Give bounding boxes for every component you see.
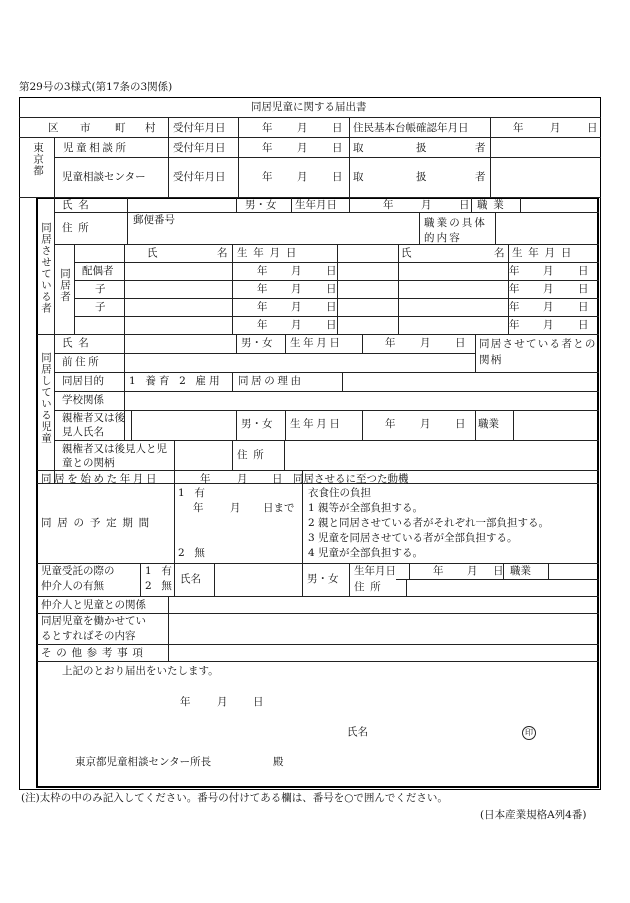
- plan-opt2: 2 無: [178, 547, 208, 559]
- day-label: 日: [455, 337, 466, 349]
- year-label: 年: [383, 199, 394, 211]
- year-label: 年: [262, 171, 273, 183]
- day-label: 日: [326, 319, 337, 331]
- prev-address-label: 前住所: [62, 356, 102, 368]
- reason-label: 同居の理由: [238, 375, 304, 387]
- col-name: 氏: [147, 247, 158, 259]
- col-birth: 生年月日: [237, 247, 303, 259]
- year-label: 年: [509, 265, 520, 277]
- child-name-label: 氏名: [62, 337, 95, 349]
- tokyo-label: 東京都: [32, 142, 45, 177]
- year-label: 年: [385, 418, 396, 430]
- work-label-2: るとすればその内容: [41, 630, 136, 642]
- day-label: 日: [587, 122, 598, 134]
- intermediary-name-label: 氏名: [180, 573, 201, 585]
- guardian-address-label: 住所: [237, 449, 270, 461]
- haigusha-label: 配偶者: [82, 265, 114, 277]
- intermediary-label-1: 児童受託の際の: [41, 565, 115, 577]
- month-label: 月: [543, 301, 554, 313]
- month-label: 月: [291, 301, 302, 313]
- intermediary-job-label: 職業: [510, 565, 531, 577]
- intermediary-birth-label: 生年月日: [354, 565, 396, 577]
- month-label: 月: [543, 283, 554, 295]
- month-label: 月: [291, 319, 302, 331]
- until-label: 日まで: [263, 502, 295, 514]
- month-label: 月: [543, 265, 554, 277]
- job-label: 職業: [477, 199, 510, 211]
- month-label: 月: [297, 122, 308, 134]
- doukyo-jido-section-label: 同居している児童: [40, 352, 53, 444]
- day-label: 日: [326, 283, 337, 295]
- year-label: 年: [193, 502, 204, 514]
- year-label: 年: [257, 265, 268, 277]
- month-label: 月: [291, 283, 302, 295]
- year-label: 年: [257, 301, 268, 313]
- motive-label: 同居させるに至つた動機: [293, 473, 409, 485]
- doukyo-sase-section-label: 同居させている者: [40, 222, 53, 314]
- year-label: 年: [509, 319, 520, 331]
- intermediary-no: 2 無: [145, 580, 175, 592]
- plan-opt1: 1 有: [178, 487, 208, 499]
- col-name: 名: [494, 247, 505, 259]
- month-label: 月: [420, 418, 431, 430]
- year-label: 年: [433, 565, 444, 577]
- day-label: 日: [326, 265, 337, 277]
- birth-label: 生年月日: [295, 199, 337, 211]
- form-number: 第29号の3様式(第17条の3関係): [19, 81, 173, 93]
- day-label: 日: [455, 418, 466, 430]
- year-label: 年: [257, 283, 268, 295]
- soudansho-label: 児童相談所: [63, 142, 129, 154]
- day-label: 日: [578, 265, 589, 277]
- plan-label: 同居の予定期間: [41, 517, 155, 529]
- uketsuke-label: 受付年月日: [173, 122, 226, 134]
- other-label: その他参考事項: [41, 647, 148, 659]
- intermediary-relation-label: 仲介人と児童との関係: [41, 599, 146, 611]
- seal-icon: 印: [522, 726, 536, 740]
- burden-1: 1 親等が全部負担する。: [308, 502, 424, 514]
- postal-label: 郵便番号: [133, 214, 175, 226]
- ku-label: 区: [48, 122, 65, 134]
- sex-label: 男・女: [245, 199, 277, 211]
- month-label: 月: [467, 565, 478, 577]
- toriatsukai-label: 扱: [416, 171, 427, 183]
- year-label: 年: [385, 337, 396, 349]
- shi-label: 市: [80, 122, 91, 134]
- intermediary-yes: 1 有: [145, 565, 175, 577]
- year-label: 年: [180, 696, 191, 708]
- year-label: 年: [509, 301, 520, 313]
- start-label: 同居を始めた年月日: [41, 473, 160, 485]
- day-label: 日: [459, 199, 470, 211]
- month-label: 月: [420, 337, 431, 349]
- guardian-relation-label: 親権者又は後見人と児童との関柄: [62, 443, 167, 470]
- intermediary-label-2: 仲介人の有無: [41, 580, 104, 592]
- school-label: 学校関係: [62, 394, 104, 406]
- day-label: 日: [578, 319, 589, 331]
- intermediary-sex-label: 男・女: [307, 573, 339, 585]
- page-title: 同居児童に関する届出書: [251, 101, 367, 113]
- month-label: 月: [297, 171, 308, 183]
- child-sex-label: 男・女: [241, 337, 273, 349]
- day-label: 日: [326, 301, 337, 313]
- name-label: 氏名: [62, 199, 95, 211]
- month-label: 月: [421, 199, 432, 211]
- family-label: 同居者: [59, 268, 72, 303]
- guardian-label: 親権者又は後見人氏名: [62, 412, 125, 439]
- col-birth: 生年月日: [512, 247, 578, 259]
- center-label: 児童相談センター: [62, 171, 146, 183]
- relation-label: 同居させている者との関柄: [479, 338, 597, 366]
- day-label: 日: [253, 696, 264, 708]
- ko-label: 子: [95, 301, 106, 313]
- burden-title: 衣食住の負担: [308, 487, 371, 499]
- intermediary-address-label: 住所: [354, 581, 387, 593]
- month-label: 月: [543, 319, 554, 331]
- standard-label: (日本産業規格A列4番): [480, 809, 587, 821]
- burden-2: 2 親と同居させている者がそれぞれ一部負担する。: [308, 517, 550, 529]
- purpose-options: 1 養育 2 雇用: [129, 375, 223, 387]
- machi-label: 町: [115, 122, 126, 134]
- uketsuke-label: 受付年月日: [173, 171, 226, 183]
- toriatsukai-label: 者: [475, 171, 486, 183]
- footer-note: (注)太枠の中のみ記入してください。番号の付けてある欄は、番号を○で囲んでください。: [21, 792, 448, 804]
- toriatsukai-label: 者: [475, 142, 486, 154]
- year-label: 年: [262, 122, 273, 134]
- month-label: 月: [217, 696, 228, 708]
- year-label: 年: [262, 142, 273, 154]
- col-name: 名: [217, 247, 228, 259]
- mura-label: 村: [145, 122, 156, 134]
- month-label: 月: [230, 502, 241, 514]
- child-birth-label: 生年月日: [290, 337, 343, 349]
- day-label: 日: [493, 565, 504, 577]
- year-label: 年: [200, 473, 211, 485]
- year-label: 年: [513, 122, 524, 134]
- jumin-label: 住民基本台帳確認年月日: [353, 122, 469, 134]
- year-label: 年: [257, 319, 268, 331]
- purpose-label: 同居目的: [62, 375, 104, 387]
- addressee: 東京都児童相談センター所長: [75, 756, 212, 768]
- uketsuke-label: 受付年月日: [173, 142, 226, 154]
- ko-label: 子: [95, 283, 106, 295]
- toriatsukai-label: 取: [353, 171, 364, 183]
- month-label: 月: [550, 122, 561, 134]
- month-label: 月: [237, 473, 248, 485]
- guardian-job-label: 職業: [478, 418, 499, 430]
- work-label-1: 同居児童を働かせてい: [41, 615, 146, 627]
- day-label: 日: [578, 283, 589, 295]
- guardian-birth-label: 生年月日: [290, 418, 343, 430]
- day-label: 日: [272, 473, 283, 485]
- day-label: 日: [578, 301, 589, 313]
- tono-label: 殿: [273, 756, 284, 768]
- day-label: 日: [332, 171, 343, 183]
- declaration-name-label: 氏名: [347, 726, 368, 738]
- burden-4: 4 児童が全部負担する。: [308, 547, 424, 559]
- toriatsukai-label: 取: [353, 142, 364, 154]
- toriatsukai-label: 扱: [416, 142, 427, 154]
- burden-3: 3 児童を同居させている者が全部負担する。: [308, 532, 518, 544]
- job-detail-label: 職業の具体的内容: [424, 217, 487, 245]
- year-label: 年: [509, 283, 520, 295]
- month-label: 月: [297, 142, 308, 154]
- guardian-sex-label: 男・女: [241, 418, 273, 430]
- day-label: 日: [332, 122, 343, 134]
- col-name: 氏: [401, 247, 412, 259]
- declaration-text: 上記のとおり届出をいたします。: [62, 665, 219, 677]
- address-label: 住所: [62, 222, 95, 234]
- month-label: 月: [291, 265, 302, 277]
- day-label: 日: [332, 142, 343, 154]
